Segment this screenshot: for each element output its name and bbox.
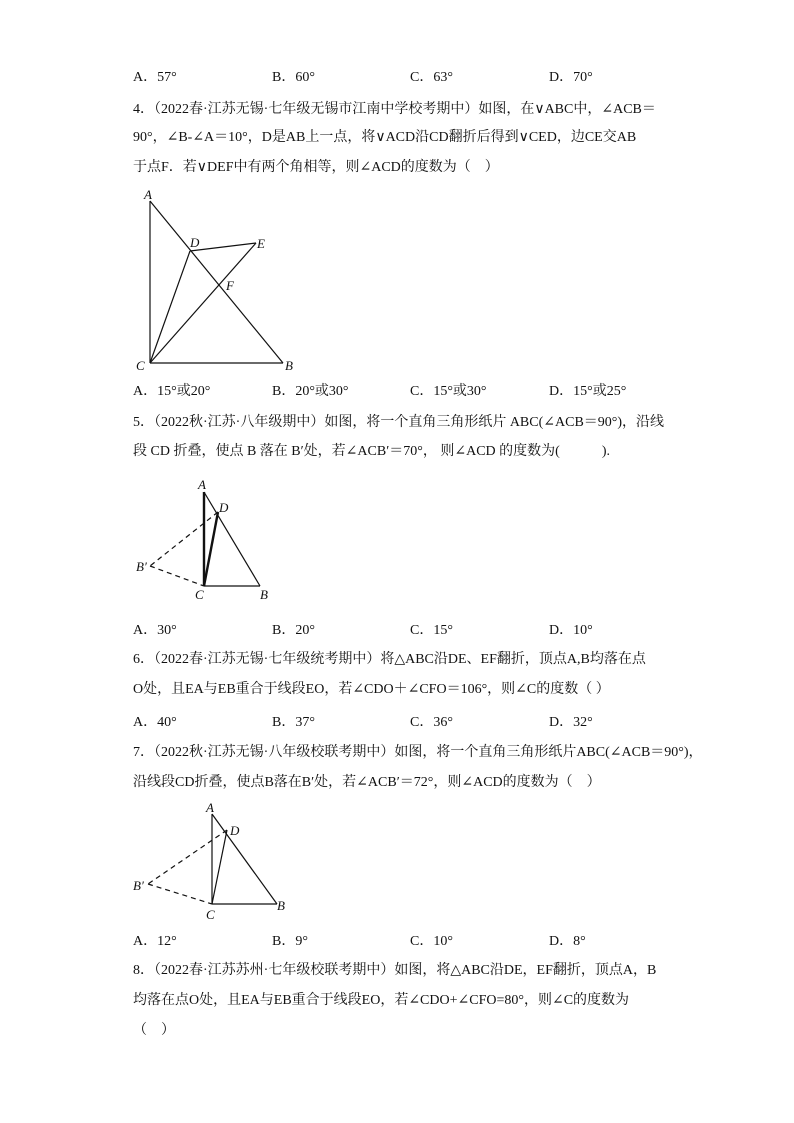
q4-segment-ce [150,243,256,363]
q7-label-a: A [206,800,214,815]
q8-text-line-3: （ ） [133,1023,175,1038]
q6-text-line-2: O处，且EA与EB重合于线段EO，若∠CDO＋∠CFO＝106°，则∠C的度数（ ） [133,682,610,697]
q4-label-b: B [285,358,293,373]
q4-segment-ab [150,201,283,363]
q7-options [133,930,733,950]
q4-label-d: D [190,235,200,250]
q5-label-d: D [219,500,229,515]
q4-segment-de [190,243,256,251]
q7-text-line-1: 7．（2022秋·江苏无锡·八年级校联考期中）如图，将一个直角三角形纸片ABC(∠ACB＝90°)， [133,745,703,760]
q7-label-c: C [206,907,215,922]
q5-figure [132,474,280,604]
q7-segment-b-prime-c [148,884,212,904]
q6-options [133,711,733,731]
q4-segment-cd [150,251,190,363]
q4-text-line-3: 于点F．若∨DEF中有两个角相等，则∠ACD的度数为（ ） [133,160,499,175]
q4-options [133,380,733,400]
q5-option-a: A．30° [133,623,177,638]
q7-label-d: D [230,823,240,838]
q4-option-b: B．20°或30° [272,384,349,399]
q5-label-b: B [260,587,268,602]
q5-options [133,619,733,639]
q5-segment-b-prime-c [150,566,204,586]
q4-label-c: C [136,358,145,373]
q5-option-c: C．15° [410,623,453,638]
q5-segment-cd [204,512,218,586]
q4-text-line-2: 90°，∠B-∠A＝10°，D是AB上一点，将∨ACD沿CD翻折后得到∨CED，边CE交AB [133,130,637,145]
q4-label-f: F [226,278,234,293]
q7-segment-db-prime [148,830,227,884]
q7-segment-cd [212,830,227,904]
q7-option-c: C．10° [410,934,453,949]
q8-text-line-1: 8．（2022春·江苏苏州·七年级校联考期中）如图，将△ABC沿DE，EF翻折，顶点A，B [133,963,657,978]
q6-option-d: D．32° [549,715,593,730]
q7-option-b: B．9° [272,934,308,949]
q7-segment-ab [212,814,277,904]
q4-option-d: D．15°或25° [549,384,627,399]
q5-label-b-prime: B′ [136,559,147,574]
q3-option-b: B．60° [272,70,315,85]
q8-text-line-2: 均落在点O处，且EA与EB重合于线段EO，若∠CDO+∠CFO=80°，则∠C的度数为 [133,993,630,1008]
q5-text-line-2: 段 CD 折叠，使点 B 落在 B′处，若∠ACB′＝70°， 则∠ACD 的度数为( ). [133,444,610,459]
q6-option-c: C．36° [410,715,453,730]
q4-label-a: A [144,187,152,202]
q7-text-line-2: 沿线段CD折叠，使点B落在B′处，若∠ACB′＝72°，则∠ACD的度数为（ ） [133,775,601,790]
q5-text-line-1: 5．（2022秋·江苏·八年级期中）如图，将一个直角三角形纸片 ABC(∠ACB＝90°)，沿线 [133,415,665,430]
q7-figure [130,800,295,924]
q4-figure [128,185,303,375]
q5-option-b: B．20° [272,623,315,638]
q3-option-c: C．63° [410,70,453,85]
q4-option-a: A．15°或20° [133,384,211,399]
q7-option-a: A．12° [133,934,177,949]
q3-options [133,66,733,86]
q5-option-d: D．10° [549,623,593,638]
q5-label-a: A [198,477,206,492]
q4-label-e: E [257,236,265,251]
q4-text-line-1: 4．（2022春·江苏无锡·七年级无锡市江南中学校考期中）如图，在∨ABC中，∠ACB＝ [133,102,656,117]
q7-label-b: B [277,898,285,913]
q6-option-a: A．40° [133,715,177,730]
q5-label-c: C [195,587,204,602]
q6-option-b: B．37° [272,715,315,730]
q3-option-a: A．57° [133,70,177,85]
q5-segment-db-prime [150,512,218,566]
q6-text-line-1: 6．（2022春·江苏无锡·七年级统考期中）将△ABC沿DE、EF翻折，顶点A,B均落在点 [133,652,646,667]
q7-label-b-prime: B′ [133,878,144,893]
q4-option-c: C．15°或30° [410,384,487,399]
q3-option-d: D．70° [549,70,593,85]
q7-option-d: D．8° [549,934,586,949]
